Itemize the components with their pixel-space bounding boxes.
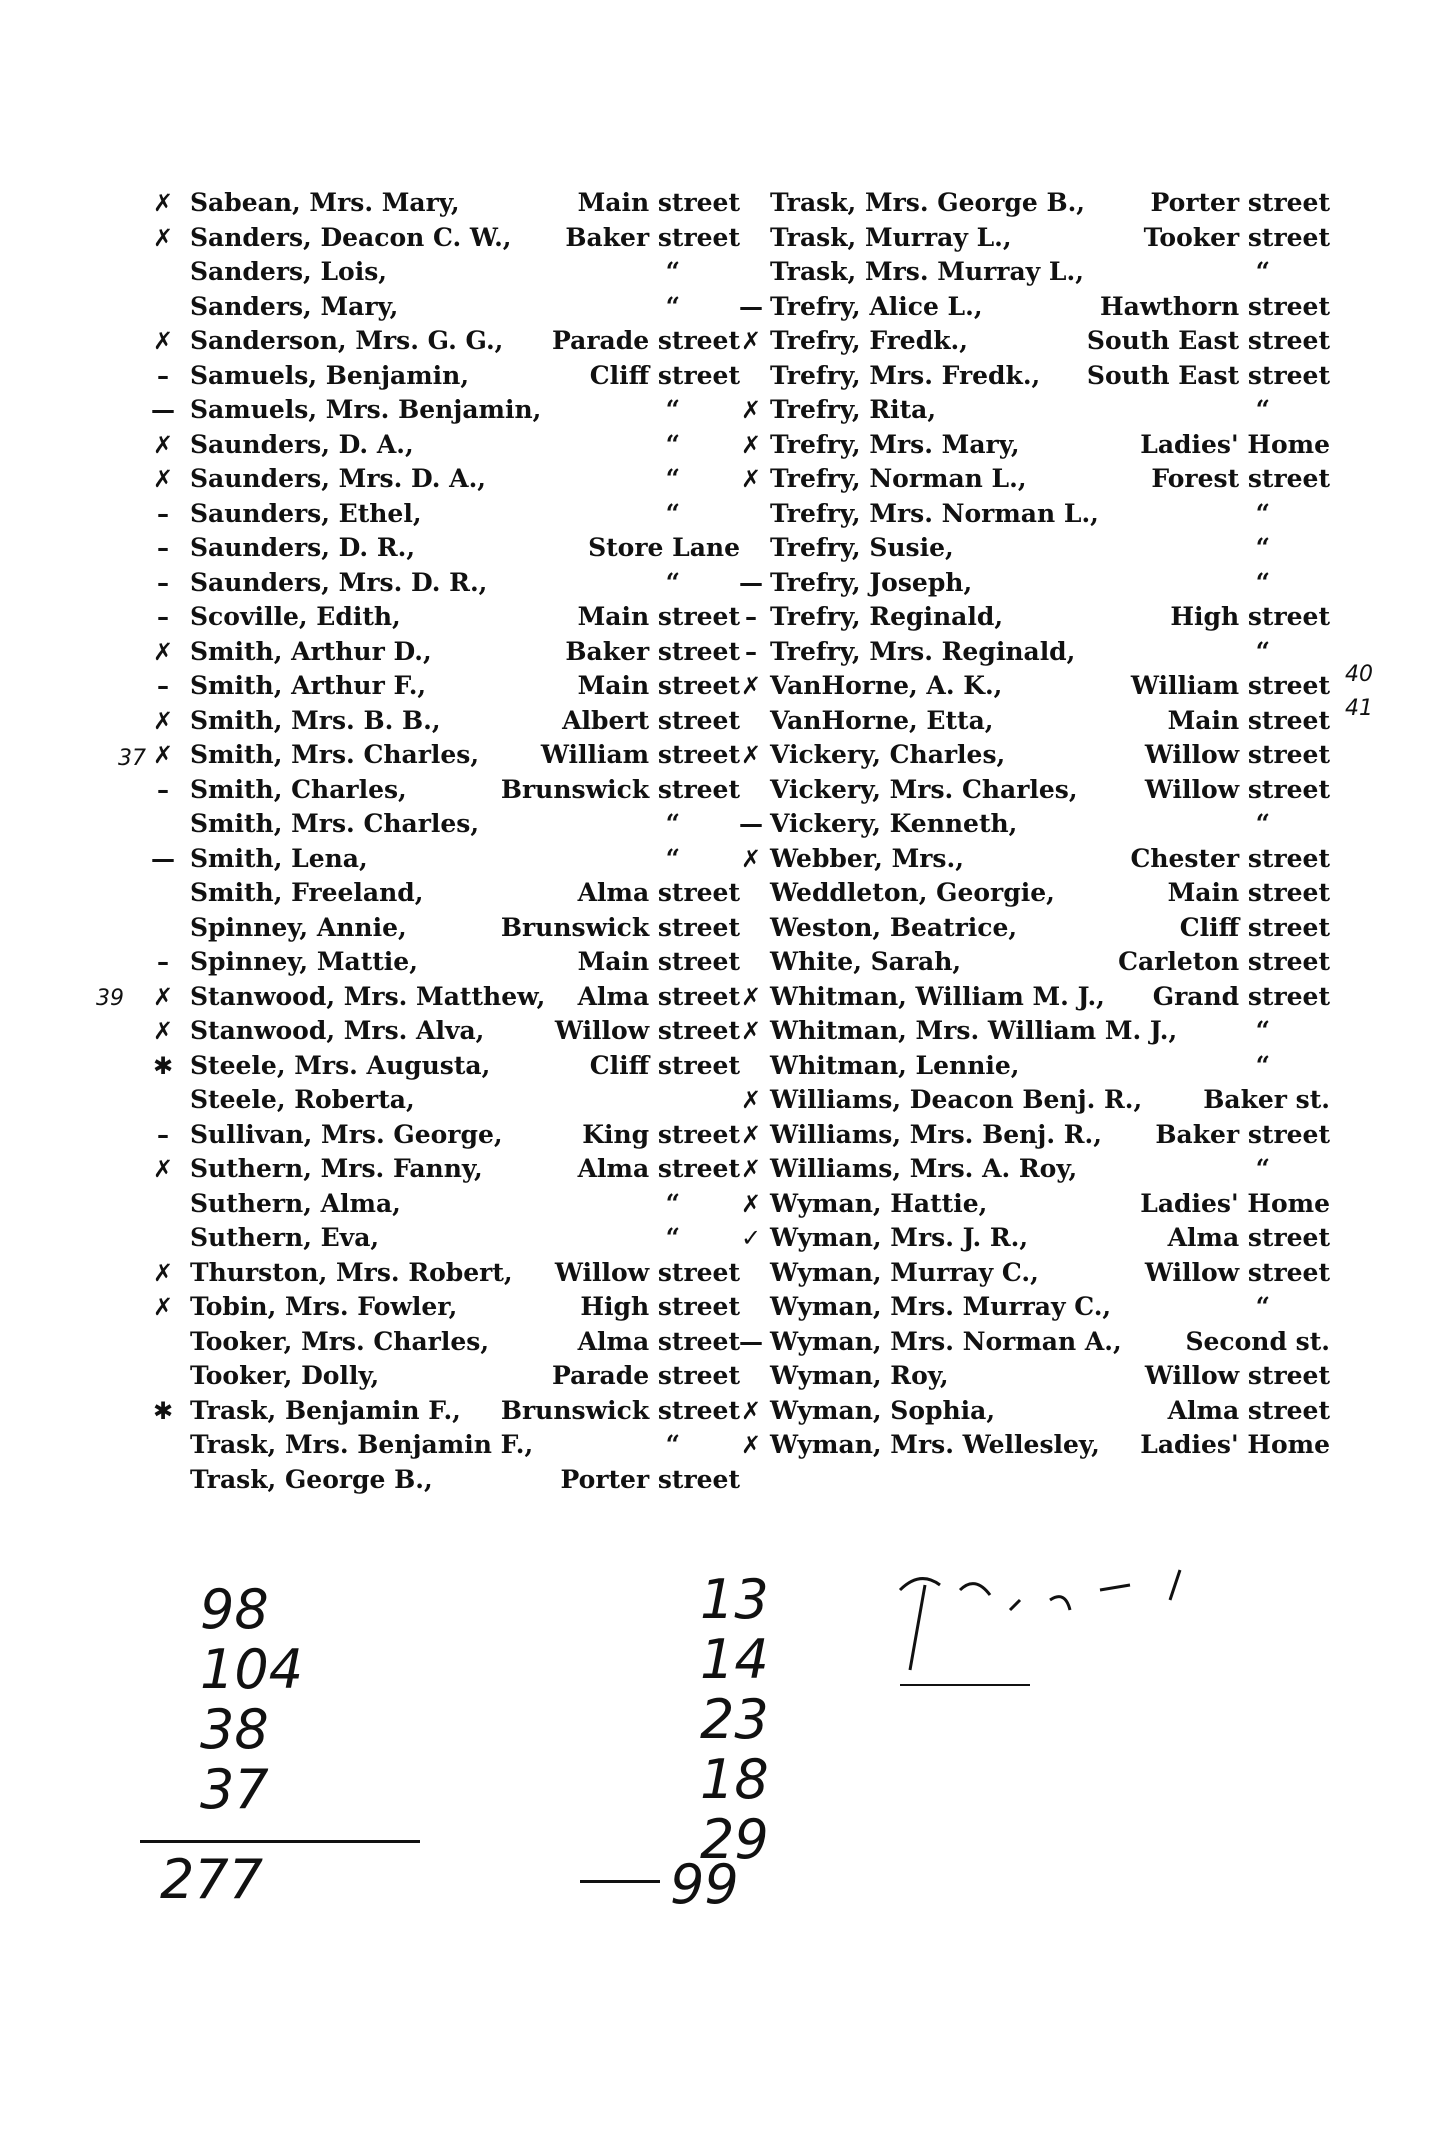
tick-mark: ✱ <box>152 1051 174 1080</box>
tick-mark: — <box>739 568 763 597</box>
entry-address: “ <box>1255 1050 1270 1080</box>
tick-mark: ✓ <box>740 1224 762 1252</box>
directory-entry <box>150 186 740 221</box>
directory-entry <box>770 1049 1330 1084</box>
directory-entry <box>150 1256 740 1291</box>
entry-name: Wyman, Mrs. J. R., <box>770 1223 1029 1252</box>
entry-address: “ <box>665 1430 680 1459</box>
entry-address: “ <box>1255 1016 1270 1045</box>
entry-address: Main street <box>577 602 740 631</box>
entry-name: Wyman, Murray C., <box>770 1257 1039 1287</box>
entry-address: Albert street <box>562 705 740 735</box>
entry-name: Steele, Mrs. Augusta, <box>190 1050 491 1080</box>
entry-address: Cliff street <box>589 1050 740 1080</box>
directory-entry <box>770 255 1330 290</box>
directory-entry <box>770 1256 1330 1291</box>
tally-middle-rule <box>580 1880 660 1883</box>
tick-mark: ✗ <box>740 1155 762 1183</box>
entry-address: “ <box>665 395 680 424</box>
tally-number: 13 <box>700 1568 769 1631</box>
entry-name: Sabean, Mrs. Mary, <box>190 188 460 217</box>
directory-entry <box>150 1049 740 1084</box>
directory-entry <box>150 669 740 704</box>
directory-entry <box>740 1083 1330 1118</box>
entry-address: “ <box>1255 498 1270 528</box>
entry-address: “ <box>665 291 680 321</box>
entry-name: Smith, Lena, <box>190 843 368 873</box>
tick-mark: ✗ <box>740 741 762 769</box>
right-column <box>739 186 1330 1463</box>
entry-address: Second st. <box>1185 1326 1330 1356</box>
directory-entry <box>150 393 740 428</box>
entry-address: Willow street <box>1144 1257 1330 1287</box>
tick-mark: – <box>745 603 757 631</box>
directory-entry <box>150 980 740 1015</box>
directory-entry <box>150 255 740 290</box>
tick-mark: – <box>157 534 169 562</box>
entry-name: Samuels, Mrs. Benjamin, <box>190 395 542 424</box>
tick-mark: ✗ <box>740 844 762 873</box>
directory-entry <box>770 945 1330 980</box>
entry-name: Vickery, Mrs. Charles, <box>770 774 1078 804</box>
directory-entry <box>739 807 1330 842</box>
tick-mark: — <box>151 396 175 424</box>
directory-entry <box>740 428 1330 463</box>
tally-number: 104 <box>200 1638 304 1701</box>
entry-address: “ <box>1255 1154 1270 1183</box>
tick-mark: — <box>739 810 763 838</box>
entry-address: Alma street <box>1167 1395 1330 1425</box>
directory-entry <box>150 1463 740 1498</box>
tick-mark: ✗ <box>740 465 762 493</box>
tick-mark: ✗ <box>152 1258 174 1287</box>
directory-entry <box>740 842 1330 877</box>
directory-entry <box>739 566 1330 601</box>
directory-entry <box>740 393 1330 428</box>
tick-mark: ✗ <box>740 430 762 459</box>
tick-mark: ✗ <box>740 396 762 424</box>
tick-mark: ✗ <box>152 430 174 459</box>
tally-number: 18 <box>700 1748 769 1811</box>
tick-mark: — <box>739 292 763 321</box>
entry-name: Trefry, Norman L., <box>770 464 1027 493</box>
tick-mark: ✗ <box>740 1396 762 1425</box>
entry-name: Sullivan, Mrs. George, <box>190 1119 503 1149</box>
entry-name: Trask, Mrs. George B., <box>770 188 1086 217</box>
tick-mark: ✗ <box>152 223 174 252</box>
tally-number: 37 <box>200 1758 269 1821</box>
tick-mark: ✗ <box>152 637 174 666</box>
directory-entry <box>150 462 740 497</box>
entry-name: Tooker, Mrs. Charles, <box>190 1326 490 1356</box>
margin-note-39: 39 <box>96 986 124 1011</box>
directory-entry <box>740 1394 1330 1429</box>
directory-entry <box>740 1152 1330 1187</box>
directory-entry <box>740 1428 1330 1463</box>
entry-address: Store Lane <box>588 533 740 562</box>
entry-address: William street <box>1130 671 1330 700</box>
entry-name: Thurston, Mrs. Robert, <box>190 1257 513 1287</box>
entry-address: Main street <box>1167 705 1330 735</box>
directory-entry <box>150 1187 740 1222</box>
entry-name: Scoville, Edith, <box>190 602 401 631</box>
tick-mark: — <box>151 844 175 873</box>
tally-number: 29 <box>700 1808 769 1871</box>
entry-address: Baker street <box>1155 1119 1330 1149</box>
entry-address: Main street <box>577 947 740 976</box>
directory-entry <box>770 876 1330 911</box>
tick-mark: ✗ <box>152 982 174 1011</box>
directory-entry <box>150 324 740 359</box>
tick-mark: – <box>157 361 169 390</box>
entry-name: Williams, Mrs. A. Roy, <box>770 1154 1078 1183</box>
entry-name: Smith, Mrs. Charles, <box>190 740 480 769</box>
entry-address: High street <box>1170 602 1330 631</box>
tick-mark: ✗ <box>152 327 174 355</box>
tick-mark: ✗ <box>740 672 762 700</box>
entry-name: Smith, Arthur F., <box>190 671 427 700</box>
entry-address: “ <box>1255 567 1270 597</box>
directory-entry <box>740 669 1330 704</box>
entry-address: Willow street <box>1144 1361 1330 1390</box>
entry-address: “ <box>665 843 680 873</box>
entry-name: Smith, Freeland, <box>190 878 424 907</box>
directory-entry <box>150 1325 740 1360</box>
entry-name: Weston, Beatrice, <box>770 912 1018 942</box>
tally-middle-total: 99 <box>670 1853 739 1916</box>
entry-address: “ <box>665 567 680 597</box>
entry-address: Tooker street <box>1143 222 1330 252</box>
entry-address: Brunswick street <box>500 912 740 942</box>
entry-address: Ladies' Home <box>1140 429 1330 459</box>
directory-entry <box>150 428 740 463</box>
tick-mark: ✗ <box>740 1086 762 1114</box>
entry-name: VanHorne, Etta, <box>770 705 994 735</box>
directory-entry <box>740 1014 1330 1049</box>
entry-name: Wyman, Mrs. Murray C., <box>770 1292 1112 1321</box>
entry-name: Williams, Mrs. Benj. R., <box>770 1119 1102 1149</box>
entry-name: Trefry, Reginald, <box>770 602 1004 631</box>
entry-address: “ <box>1255 809 1270 838</box>
entry-address: “ <box>1255 533 1270 562</box>
entry-address: “ <box>665 809 680 838</box>
entry-name: Tobin, Mrs. Fowler, <box>190 1292 458 1321</box>
directory-entry <box>770 359 1330 394</box>
directory-entry <box>740 980 1330 1015</box>
directory-entry <box>150 1394 740 1429</box>
entry-address: Alma street <box>1167 1223 1330 1252</box>
entry-address: Alma street <box>577 981 740 1011</box>
directory-entry <box>740 738 1330 773</box>
directory-entry <box>150 566 740 601</box>
entry-address: Alma street <box>577 1154 740 1183</box>
directory-entry <box>150 497 740 532</box>
tick-mark: ✗ <box>740 1431 762 1459</box>
entry-address: King street <box>582 1119 740 1149</box>
tick-mark: – <box>157 568 169 597</box>
tick-mark: – <box>157 1120 169 1149</box>
entry-address: Ladies' Home <box>1140 1188 1330 1218</box>
tick-mark: ✗ <box>152 465 174 493</box>
directory-entry <box>770 1290 1330 1325</box>
entry-name: Trefry, Mrs. Norman L., <box>770 498 1099 528</box>
entry-name: Trefry, Rita, <box>770 395 937 424</box>
entry-name: Sanders, Mary, <box>190 291 399 321</box>
directory-entry <box>770 497 1330 532</box>
entry-name: White, Sarah, <box>770 947 962 976</box>
entry-address: Brunswick street <box>500 1395 740 1425</box>
entry-address: Willow street <box>1144 740 1330 769</box>
entry-address: Alma street <box>577 878 740 907</box>
entry-name: Steele, Roberta, <box>190 1085 415 1114</box>
directory-entry <box>150 876 740 911</box>
entry-name: Stanwood, Mrs. Matthew, <box>190 981 546 1011</box>
directory-entry <box>150 531 740 566</box>
entry-address: Baker street <box>565 222 740 252</box>
directory-entry <box>150 1290 740 1325</box>
entry-address: Parade street <box>552 326 740 355</box>
tick-mark: ✗ <box>740 1189 762 1218</box>
directory-entry <box>739 1325 1330 1360</box>
tick-mark: – <box>157 672 169 700</box>
entry-name: Smith, Mrs. Charles, <box>190 809 480 838</box>
directory-entry <box>150 1118 740 1153</box>
directory-entry <box>745 600 1330 635</box>
entry-name: Webber, Mrs., <box>770 843 964 873</box>
directory-entry <box>770 773 1330 808</box>
entry-name: Tooker, Dolly, <box>190 1361 380 1390</box>
entry-name: Wyman, Hattie, <box>770 1188 988 1218</box>
tally-number: 23 <box>700 1688 769 1751</box>
entry-address: Grand street <box>1152 981 1330 1011</box>
tick-mark: – <box>157 499 169 528</box>
entry-name: Vickery, Kenneth, <box>770 809 1018 838</box>
entry-address: “ <box>1255 1292 1270 1321</box>
entry-name: Suthern, Eva, <box>190 1223 380 1252</box>
directory-entry <box>770 186 1330 221</box>
entry-address: Chester street <box>1130 843 1330 873</box>
entry-name: Williams, Deacon Benj. R., <box>770 1085 1143 1114</box>
entry-name: Spinney, Annie, <box>190 912 407 942</box>
entry-address: High street <box>580 1292 740 1321</box>
tick-mark: — <box>739 1327 763 1356</box>
entry-name: Trefry, Mrs. Reginald, <box>770 636 1076 666</box>
tick-mark: ✗ <box>740 982 762 1011</box>
entry-address: “ <box>665 1188 680 1218</box>
entry-name: Wyman, Mrs. Wellesley, <box>770 1430 1100 1459</box>
entry-name: Wyman, Roy, <box>770 1361 949 1390</box>
entry-name: Saunders, Mrs. D. R., <box>190 567 488 597</box>
directory-entry <box>150 807 740 842</box>
entry-name: Smith, Charles, <box>190 774 407 804</box>
tick-mark: – <box>157 948 169 976</box>
tick-mark: ✗ <box>152 189 174 217</box>
tally-middle <box>700 1570 850 1870</box>
entry-name: Sanders, Lois, <box>190 257 387 286</box>
margin-note-37: 37 <box>118 746 146 771</box>
entry-address: Cliff street <box>1179 912 1330 942</box>
entry-address: Porter street <box>1150 188 1330 217</box>
entry-address: Hawthorn street <box>1100 291 1330 321</box>
directory-entry <box>745 635 1330 670</box>
entry-address: “ <box>665 429 680 459</box>
directory-entry <box>150 738 740 773</box>
tick-mark: ✗ <box>740 1017 762 1045</box>
directory-entry <box>150 1428 740 1463</box>
entry-name: Weddleton, Georgie, <box>770 878 1055 907</box>
tick-mark: ✗ <box>152 706 174 735</box>
directory-entry <box>150 1152 740 1187</box>
entry-name: Vickery, Charles, <box>770 740 1006 769</box>
tick-mark: – <box>745 637 757 666</box>
entry-address: “ <box>665 1223 680 1252</box>
entry-address: William street <box>540 740 740 769</box>
entry-address: “ <box>1255 257 1270 286</box>
tally-left-rule <box>140 1840 420 1843</box>
entry-name: Trask, George B., <box>190 1464 433 1494</box>
tally-number: 98 <box>200 1578 269 1641</box>
entry-address: South East street <box>1086 326 1330 355</box>
tick-mark: ✗ <box>740 327 762 355</box>
entry-name: Sanders, Deacon C. W., <box>190 222 512 252</box>
entry-address: “ <box>1255 395 1270 424</box>
entry-address: Ladies' Home <box>1140 1430 1330 1459</box>
entry-address: Willow street <box>1144 774 1330 804</box>
directory-entry <box>770 911 1330 946</box>
tally-left-total: 277 <box>160 1848 264 1911</box>
entry-address: South East street <box>1086 360 1330 390</box>
directory-entry <box>150 635 740 670</box>
directory-entry <box>150 1083 740 1118</box>
entry-name: Sanderson, Mrs. G. G., <box>190 326 504 355</box>
entry-name: Samuels, Benjamin, <box>190 360 470 390</box>
directory-entry <box>740 1187 1330 1222</box>
directory-entry <box>740 462 1330 497</box>
entry-address: Cliff street <box>589 360 740 390</box>
entry-name: Trefry, Fredk., <box>770 326 968 355</box>
directory-entry <box>150 704 740 739</box>
entry-address: “ <box>665 464 680 493</box>
entry-name: Suthern, Alma, <box>190 1188 401 1218</box>
entry-address: “ <box>665 498 680 528</box>
directory-entry <box>739 290 1330 325</box>
entry-address: Main street <box>1167 878 1330 907</box>
tally-number: 38 <box>200 1698 269 1761</box>
tally-left <box>200 1580 350 1820</box>
tick-mark: – <box>157 603 169 631</box>
entry-name: Stanwood, Mrs. Alva, <box>190 1016 485 1045</box>
entry-name: Trefry, Joseph, <box>770 567 973 597</box>
tick-mark: – <box>157 775 169 804</box>
directory-entry <box>150 359 740 394</box>
tick-mark: ✱ <box>152 1396 174 1425</box>
directory-entry <box>770 221 1330 256</box>
entry-name: Whitman, Lennie, <box>770 1050 1020 1080</box>
entry-name: Smith, Mrs. B. B., <box>190 705 441 735</box>
directory-entry <box>740 324 1330 359</box>
tick-mark: ✗ <box>740 1120 762 1149</box>
directory-entry <box>150 1359 740 1394</box>
entry-address: Baker st. <box>1203 1085 1330 1114</box>
directory-entry <box>770 1359 1330 1394</box>
entry-name: Spinney, Mattie, <box>190 947 418 976</box>
entry-name: Trefry, Mrs. Fredk., <box>770 360 1041 390</box>
entry-address: Willow street <box>554 1257 740 1287</box>
directory-entry <box>150 1221 740 1256</box>
entry-name: Trefry, Alice L., <box>770 291 983 321</box>
margin-note-41: 41 <box>1345 696 1373 721</box>
tally-number: 14 <box>700 1628 769 1691</box>
entry-name: Trask, Benjamin F., <box>190 1395 461 1425</box>
entry-name: Saunders, Mrs. D. A., <box>190 464 486 493</box>
entry-address: Carleton street <box>1118 947 1330 976</box>
entry-name: Suthern, Mrs. Fanny, <box>190 1154 483 1183</box>
entry-name: Whitman, William M. J., <box>770 981 1105 1011</box>
entry-name: Smith, Arthur D., <box>190 636 432 666</box>
entry-name: Wyman, Mrs. Norman A., <box>770 1326 1122 1356</box>
directory-entry <box>770 531 1330 566</box>
directory-entry <box>770 704 1330 739</box>
directory-entry <box>150 221 740 256</box>
directory-entry <box>150 945 740 980</box>
entry-address: Baker street <box>565 636 740 666</box>
entry-name: Wyman, Sophia, <box>770 1395 996 1425</box>
entry-address: Main street <box>577 671 740 700</box>
entry-address: Parade street <box>552 1361 740 1390</box>
entry-address: Forest street <box>1151 464 1330 493</box>
entry-name: Saunders, Ethel, <box>190 498 422 528</box>
entry-name: Trefry, Mrs. Mary, <box>770 429 1020 459</box>
entry-name: Trask, Murray L., <box>770 222 1012 252</box>
entry-address: Porter street <box>560 1464 740 1494</box>
entry-address: “ <box>1255 636 1270 666</box>
directory-entry <box>150 600 740 635</box>
entry-name: Saunders, D. R., <box>190 533 416 562</box>
entry-name: Trask, Mrs. Murray L., <box>770 257 1084 286</box>
directory-entry <box>740 1221 1330 1256</box>
margin-note-40: 40 <box>1345 662 1373 687</box>
entry-address: Brunswick street <box>500 774 740 804</box>
entry-name: Trask, Mrs. Benjamin F., <box>190 1430 534 1459</box>
directory-entry <box>150 842 740 877</box>
entry-name: Saunders, D. A., <box>190 429 414 459</box>
directory-entry <box>150 1014 740 1049</box>
tick-mark: ✗ <box>152 741 174 769</box>
tick-mark: ✗ <box>152 1155 174 1183</box>
tick-mark: ✗ <box>152 1017 174 1045</box>
tick-mark: ✗ <box>152 1293 174 1321</box>
left-column <box>150 186 740 1497</box>
entry-address: Alma street <box>577 1326 740 1356</box>
entry-address: Willow street <box>554 1016 740 1045</box>
directory-entry <box>150 290 740 325</box>
entry-name: VanHorne, A. K., <box>770 671 1003 700</box>
entry-address: “ <box>665 257 680 286</box>
entry-address: Main street <box>577 188 740 217</box>
directory-entry <box>150 911 740 946</box>
entry-name: Whitman, Mrs. William M. J., <box>770 1016 1178 1045</box>
directory-entry <box>740 1118 1330 1153</box>
directory-entry <box>150 773 740 808</box>
scribble-drawing <box>880 1530 1260 1690</box>
entry-name: Trefry, Susie, <box>770 533 954 562</box>
